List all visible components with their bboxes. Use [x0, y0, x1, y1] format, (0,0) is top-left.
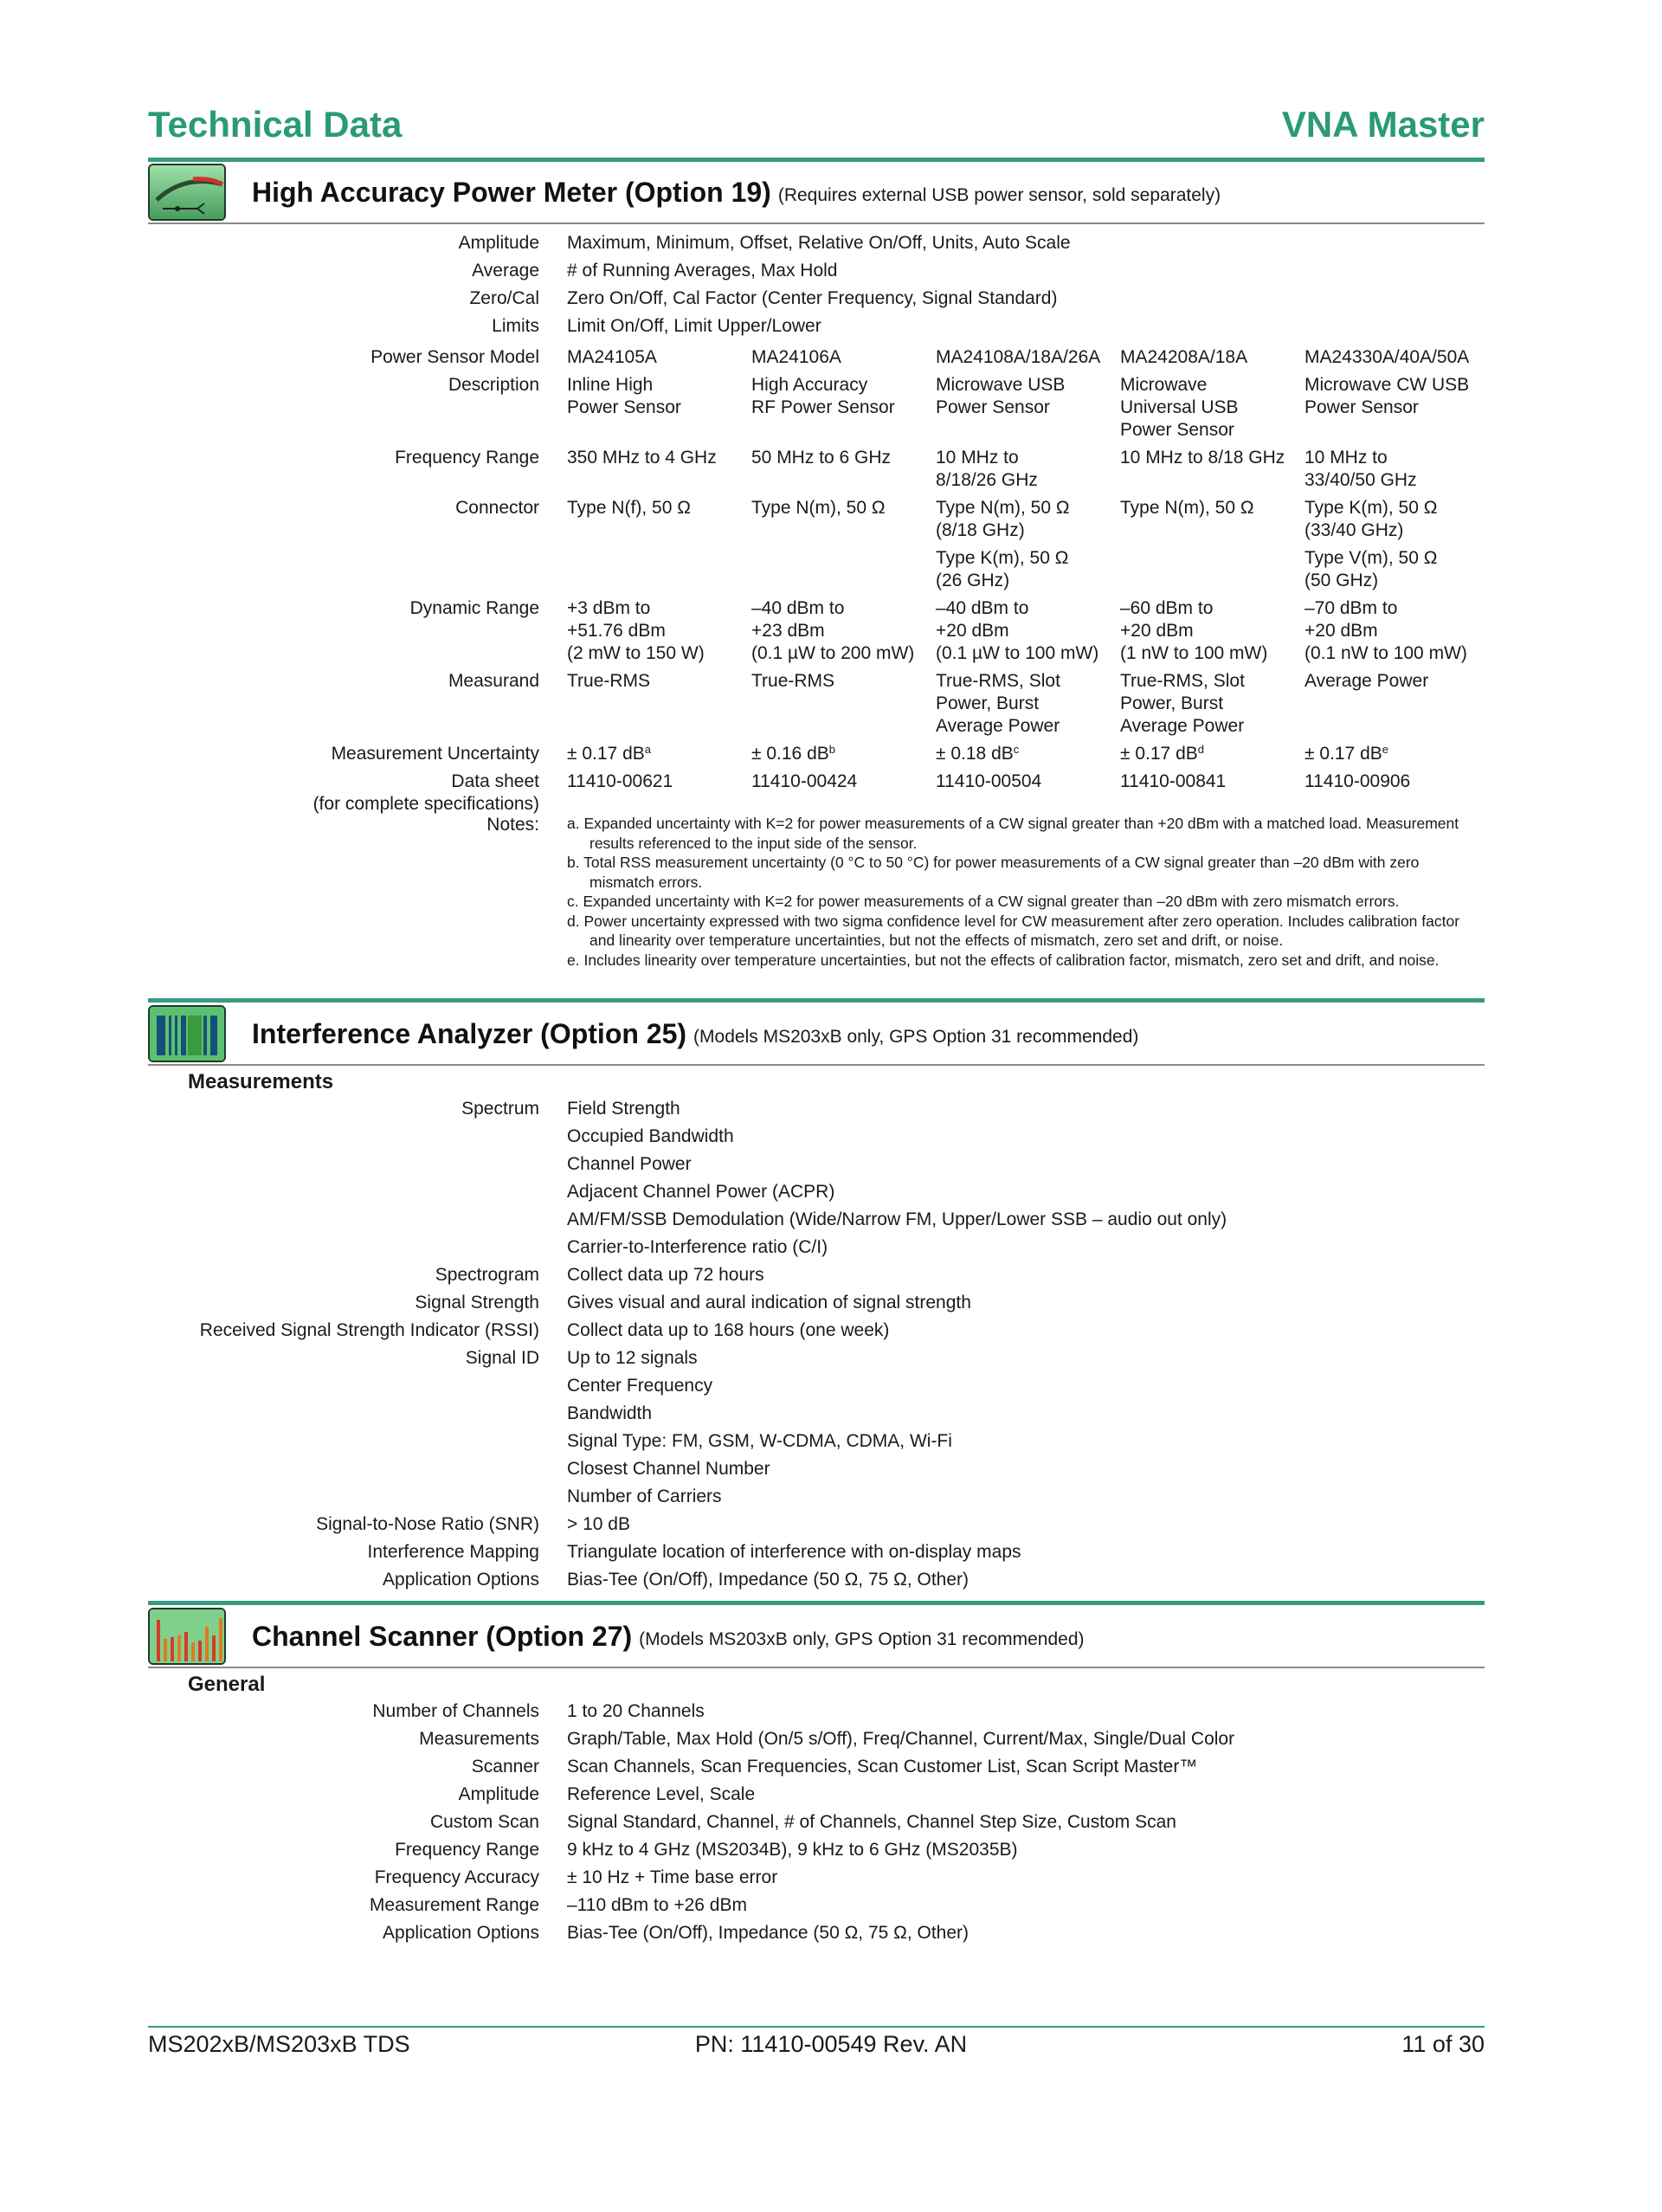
spec-row [148, 1153, 1485, 1181]
cell-text: MA24108A/18A/26A [936, 347, 1101, 367]
interference-header [148, 1005, 1485, 1062]
row-label: Zero/Cal [469, 288, 539, 308]
row-value: Collect data up 72 hours [567, 1265, 764, 1285]
table-cell [936, 670, 1120, 738]
spec-row [148, 1867, 1485, 1894]
section-subtitle: (Models MS203xB only, GPS Option 31 recommended) [693, 1027, 1139, 1047]
cell-text: True-RMS [751, 671, 835, 691]
notes-row [148, 814, 1485, 975]
spec-row [148, 1783, 1485, 1811]
spec-row [148, 1319, 1485, 1347]
table-cell [751, 743, 936, 765]
table-cell [936, 743, 1120, 765]
row-value: Scan Channels, Scan Frequencies, Scan Customer List, Scan Script Master™ [567, 1757, 1198, 1777]
row-cells [567, 497, 1489, 592]
table-cell [1304, 346, 1489, 369]
spec-row [148, 1839, 1485, 1867]
cell-text: Type V(m), 50 Ω (50 GHz) [1304, 548, 1438, 590]
cell-text: MA24208A/18A [1120, 347, 1248, 367]
row-value: Triangulate location of interference with on-display maps [567, 1542, 1021, 1562]
row-label: Frequency Range [395, 1840, 539, 1860]
spec-row [148, 1569, 1485, 1596]
cell-text: Microwave Universal USB Power Sensor [1120, 375, 1239, 440]
spec-row [148, 1236, 1485, 1264]
row-label [148, 1403, 539, 1425]
spec-row [148, 1513, 1485, 1541]
spec-row [148, 1486, 1485, 1513]
cell-text: Microwave USB Power Sensor [936, 375, 1066, 417]
spec-row [148, 1922, 1485, 1950]
spec-row [148, 1811, 1485, 1839]
row-label: Measurements [419, 1729, 539, 1749]
spec-row [148, 232, 1485, 260]
doc-section-title: Technical Data [148, 104, 403, 145]
row-value: Collect data up to 168 hours (one week) [567, 1320, 890, 1340]
cell-text: True-RMS, Slot Power, Burst Average Power [1120, 671, 1245, 736]
row-label: Limits [492, 316, 539, 336]
row-value: Zero On/Off, Cal Factor (Center Frequency, Signal Standard) [567, 288, 1058, 308]
subheading: General [188, 1673, 266, 1696]
row-label: Measurand [448, 671, 539, 691]
row-value: Bias-Tee (On/Off), Impedance (50 Ω, 75 Ω, Other) [567, 1923, 970, 1943]
spec-row [148, 1181, 1485, 1209]
sensor-table-row [148, 670, 1485, 743]
table-cell [1120, 743, 1304, 765]
row-label [148, 1236, 539, 1259]
cell-text: Average Power [1304, 671, 1429, 691]
row-value: Signal Standard, Channel, # of Channels, Channel Step Size, Custom Scan [567, 1812, 1176, 1832]
row-value: Bias-Tee (On/Off), Impedance (50 Ω, 75 Ω, Other) [567, 1570, 970, 1590]
cell-text: Type N(m), 50 Ω (8/18 GHz) [936, 498, 1070, 540]
cell-text: High Accuracy RF Power Sensor [751, 375, 895, 417]
divider [148, 222, 1485, 224]
row-label [148, 1486, 539, 1508]
row-label [148, 1181, 539, 1203]
uncertainty-value: ± 0.16 dB [751, 744, 829, 764]
section-title: Interference Analyzer (Option 25) [252, 1017, 687, 1049]
cell-text: Type N(f), 50 Ω [567, 498, 691, 518]
row-value: –110 dBm to +26 dBm [567, 1895, 747, 1915]
note-item: c. Expanded uncertainty with K=2 for power measurements of a CW signal greater than –20 dBm with zero mismatch errors. [567, 893, 1400, 910]
cell-text: True-RMS [567, 671, 651, 691]
power-meter-specs [148, 232, 1485, 975]
spec-row [148, 1403, 1485, 1430]
table-cell [1120, 497, 1304, 592]
row-label [148, 1430, 539, 1453]
row-label: Application Options [383, 1570, 539, 1590]
row-cells [567, 597, 1489, 665]
subheading: Measurements [188, 1070, 334, 1093]
table-cell [1304, 374, 1489, 442]
note-item: e. Includes linearity over temperature uncertainties, but not the effects of calibration factor, mismatch, zero set and drift, and noise. [567, 951, 1440, 969]
table-cell [1304, 597, 1489, 665]
table-cell [1120, 597, 1304, 665]
table-cell [936, 374, 1120, 442]
table-cell [936, 597, 1120, 665]
divider [148, 1667, 1485, 1668]
channel-scanner-icon [148, 1608, 226, 1665]
table-cell [751, 346, 936, 369]
row-value: # of Running Averages, Max Hold [567, 261, 838, 281]
row-label: Application Options [383, 1923, 539, 1943]
table-cell [936, 346, 1120, 369]
table-cell [1304, 670, 1489, 738]
row-value: Center Frequency [567, 1376, 713, 1396]
row-value: > 10 dB [567, 1514, 630, 1534]
footnote-ref: a [644, 743, 651, 756]
row-label: Frequency Range [395, 448, 539, 468]
row-value: Closest Channel Number [567, 1459, 770, 1479]
row-label: Spectrum [461, 1099, 539, 1119]
table-cell [751, 374, 936, 442]
channel-scanner-header [148, 1608, 1485, 1665]
spec-row [148, 1756, 1485, 1783]
cell-text: –70 dBm to +20 dBm (0.1 nW to 100 mW) [1304, 598, 1467, 663]
divider [148, 158, 1485, 162]
footer-divider [148, 2026, 1485, 2028]
row-label: Data sheet (for complete specifications) [312, 771, 539, 814]
section-subtitle: (Models MS203xB only, GPS Option 31 recommended) [639, 1629, 1085, 1649]
row-label [148, 1375, 539, 1397]
table-cell [751, 597, 936, 665]
note-item: a. Expanded uncertainty with K=2 for power measurements of a CW signal greater than +20 dBm with a matched load. Measurement results referenced to the input side of the sensor. [567, 815, 1459, 852]
row-label: Frequency Accuracy [374, 1867, 539, 1887]
row-label: Signal Strength [415, 1293, 539, 1312]
cell-text: True-RMS, Slot Power, Burst Average Power [936, 671, 1060, 736]
cell-text: Type K(m), 50 Ω (26 GHz) [936, 548, 1069, 590]
row-cells [567, 346, 1489, 369]
row-value: Limit On/Off, Limit Upper/Lower [567, 316, 821, 336]
cell-text: 10 MHz to 8/18/26 GHz [936, 448, 1038, 490]
row-label: Custom Scan [429, 1812, 539, 1832]
uncertainty-value: ± 0.17 dB [1120, 744, 1198, 764]
table-cell [567, 597, 751, 665]
spec-row [148, 1700, 1485, 1728]
spec-row [148, 1347, 1485, 1375]
footnote-ref: b [828, 743, 835, 756]
cell-text: MA24106A [751, 347, 841, 367]
footer-page-number: 11 of 30 [1401, 2031, 1485, 2057]
row-cells [567, 374, 1489, 442]
table-cell [1120, 447, 1304, 492]
datasheet-number: 11410-00424 [751, 771, 858, 791]
row-label: Description [448, 375, 539, 395]
row-value: Gives visual and aural indication of signal strength [567, 1293, 971, 1312]
table-cell [567, 497, 751, 592]
note-item: d. Power uncertainty expressed with two sigma confidence level for CW measurement after zero operation. Includes calibration factor and linearity over temperature uncertainties, but not the effects of mismatch, zero set and drift, or noise. [567, 912, 1460, 949]
sensor-table-row [148, 597, 1485, 670]
table-cell [1304, 447, 1489, 492]
footnote-ref: d [1197, 743, 1204, 756]
row-value: 1 to 20 Channels [567, 1701, 705, 1721]
datasheet-row [148, 771, 1485, 816]
row-cells [567, 447, 1489, 492]
interference-analyzer-icon [148, 1005, 226, 1062]
note-item: b. Total RSS measurement uncertainty (0 °C to 50 °C) for power measurements of a CW signal greater than –20 dBm with zero mismatch errors. [567, 854, 1420, 891]
spec-row [148, 1098, 1485, 1125]
row-label: Received Signal Strength Indicator (RSSI) [199, 1320, 539, 1340]
table-cell [1304, 743, 1489, 765]
row-label [148, 1209, 539, 1231]
row-label [148, 1125, 539, 1148]
cell-text: 10 MHz to 33/40/50 GHz [1304, 448, 1417, 490]
product-name: VNA Master [1281, 104, 1485, 145]
row-label: Dynamic Range [409, 598, 539, 618]
row-value: Adjacent Channel Power (ACPR) [567, 1182, 835, 1202]
divider [148, 1601, 1485, 1605]
row-label: Scanner [471, 1757, 539, 1777]
row-label: Number of Channels [372, 1701, 539, 1721]
row-value: Channel Power [567, 1154, 692, 1174]
divider [148, 998, 1485, 1003]
spec-row [148, 287, 1485, 315]
row-label: Average [472, 261, 539, 281]
cell-text: +3 dBm to +51.76 dBm (2 mW to 150 W) [567, 598, 705, 663]
cell-text: Type N(m), 50 Ω [1120, 498, 1254, 518]
spec-row [148, 1264, 1485, 1292]
section-title: Channel Scanner (Option 27) [252, 1620, 633, 1652]
footer-part-number: PN: 11410-00549 Rev. AN [694, 2031, 968, 2057]
interference-specs [148, 1068, 1485, 1596]
footer-doc-id: MS202xB/MS203xB TDS [148, 2031, 410, 2057]
cell-text: –40 dBm to +23 dBm (0.1 µW to 200 mW) [751, 598, 915, 663]
row-label: Amplitude [458, 1784, 539, 1804]
table-cell [567, 346, 751, 369]
spec-row [148, 1292, 1485, 1319]
sensor-table-row [148, 374, 1485, 447]
table-cell [1120, 670, 1304, 738]
spec-row [148, 1458, 1485, 1486]
sensor-table-row [148, 447, 1485, 497]
row-cells [567, 670, 1489, 738]
footnote-ref: c [1013, 743, 1020, 756]
cell-text: MA24330A/40A/50A [1304, 347, 1470, 367]
section-subtitle: (Requires external USB power sensor, sold separately) [777, 185, 1221, 205]
row-label: Measurement Range [369, 1895, 539, 1915]
cell-text: MA24105A [567, 347, 657, 367]
datasheet-number: 11410-00906 [1304, 771, 1411, 791]
row-value: Bandwidth [567, 1403, 653, 1423]
spec-row [148, 1125, 1485, 1153]
row-label: Notes: [486, 815, 539, 835]
row-value: Occupied Bandwidth [567, 1126, 734, 1146]
datasheet-number: 11410-00504 [936, 771, 1042, 791]
row-value: Number of Carriers [567, 1486, 722, 1506]
uncertainty-value: ± 0.17 dB [567, 744, 645, 764]
row-value: Graph/Table, Max Hold (On/5 s/Off), Freq/Channel, Current/Max, Single/Dual Color [567, 1729, 1235, 1749]
cell-text: Inline High Power Sensor [567, 375, 681, 417]
table-cell [1304, 497, 1489, 592]
spec-row [148, 315, 1485, 343]
table-cell [567, 670, 751, 738]
row-value: Carrier-to-Interference ratio (C/I) [567, 1237, 828, 1257]
cell-text: –40 dBm to +20 dBm (0.1 µW to 100 mW) [936, 598, 1099, 663]
spec-row [148, 1375, 1485, 1403]
table-cell [751, 447, 936, 492]
footnote-ref: e [1382, 743, 1388, 756]
row-label [148, 1458, 539, 1480]
uncertainty-row [148, 743, 1485, 771]
row-label: Connector [455, 498, 539, 518]
divider [148, 1064, 1485, 1066]
row-label [148, 1153, 539, 1176]
row-label: Signal-to-Nose Ratio (SNR) [316, 1514, 539, 1534]
row-value: Field Strength [567, 1099, 680, 1119]
spec-row [148, 1209, 1485, 1236]
row-value: Signal Type: FM, GSM, W-CDMA, CDMA, Wi-Fi [567, 1431, 952, 1451]
datasheet-number: 11410-00841 [1120, 771, 1227, 791]
uncertainty-value: ± 0.17 dB [1304, 744, 1382, 764]
table-cell [751, 497, 936, 592]
row-value: ± 10 Hz + Time base error [567, 1867, 778, 1887]
cell-text: 10 MHz to 8/18 GHz [1120, 448, 1285, 468]
spec-row [148, 1541, 1485, 1569]
cell-text: Type N(m), 50 Ω [751, 498, 886, 518]
row-value: Maximum, Minimum, Offset, Relative On/Off, Units, Auto Scale [567, 233, 1071, 253]
power-meter-header [148, 164, 1485, 221]
table-cell [567, 447, 751, 492]
cell-text: Type K(m), 50 Ω (33/40 GHz) [1304, 498, 1438, 540]
row-value: Reference Level, Scale [567, 1784, 756, 1804]
table-cell [1120, 374, 1304, 442]
row-label: Spectrogram [435, 1265, 539, 1285]
row-label: Measurement Uncertainty [331, 744, 539, 764]
spec-row [148, 1894, 1485, 1922]
table-cell [567, 743, 751, 765]
row-label: Signal ID [465, 1348, 539, 1368]
row-label: Power Sensor Model [370, 347, 539, 367]
cell-text: Microwave CW USB Power Sensor [1304, 375, 1470, 417]
row-value: 9 kHz to 4 GHz (MS2034B), 9 kHz to 6 GHz (MS2035B) [567, 1840, 1018, 1860]
sensor-table-row [148, 497, 1485, 597]
table-cell [936, 497, 1120, 592]
cell-text: 50 MHz to 6 GHz [751, 448, 892, 468]
row-label: Interference Mapping [367, 1542, 539, 1562]
power-meter-icon [148, 164, 226, 221]
cell-text: 350 MHz to 4 GHz [567, 448, 717, 468]
table-cell [1120, 346, 1304, 369]
datasheet-number: 11410-00621 [567, 771, 673, 791]
spec-row [148, 1430, 1485, 1458]
section-title: High Accuracy Power Meter (Option 19) [252, 176, 771, 208]
spec-row [148, 260, 1485, 287]
spec-row [148, 1728, 1485, 1756]
row-value: AM/FM/SSB Demodulation (Wide/Narrow FM, Upper/Lower SSB – audio out only) [567, 1209, 1227, 1229]
scanner-specs [148, 1671, 1485, 1950]
uncertainty-value: ± 0.18 dB [936, 744, 1014, 764]
table-cell [751, 670, 936, 738]
cell-text: –60 dBm to +20 dBm (1 nW to 100 mW) [1120, 598, 1268, 663]
row-label: Amplitude [458, 233, 539, 253]
row-value: Up to 12 signals [567, 1348, 698, 1368]
table-cell [936, 447, 1120, 492]
sensor-table-row [148, 346, 1485, 374]
table-cell [567, 374, 751, 442]
